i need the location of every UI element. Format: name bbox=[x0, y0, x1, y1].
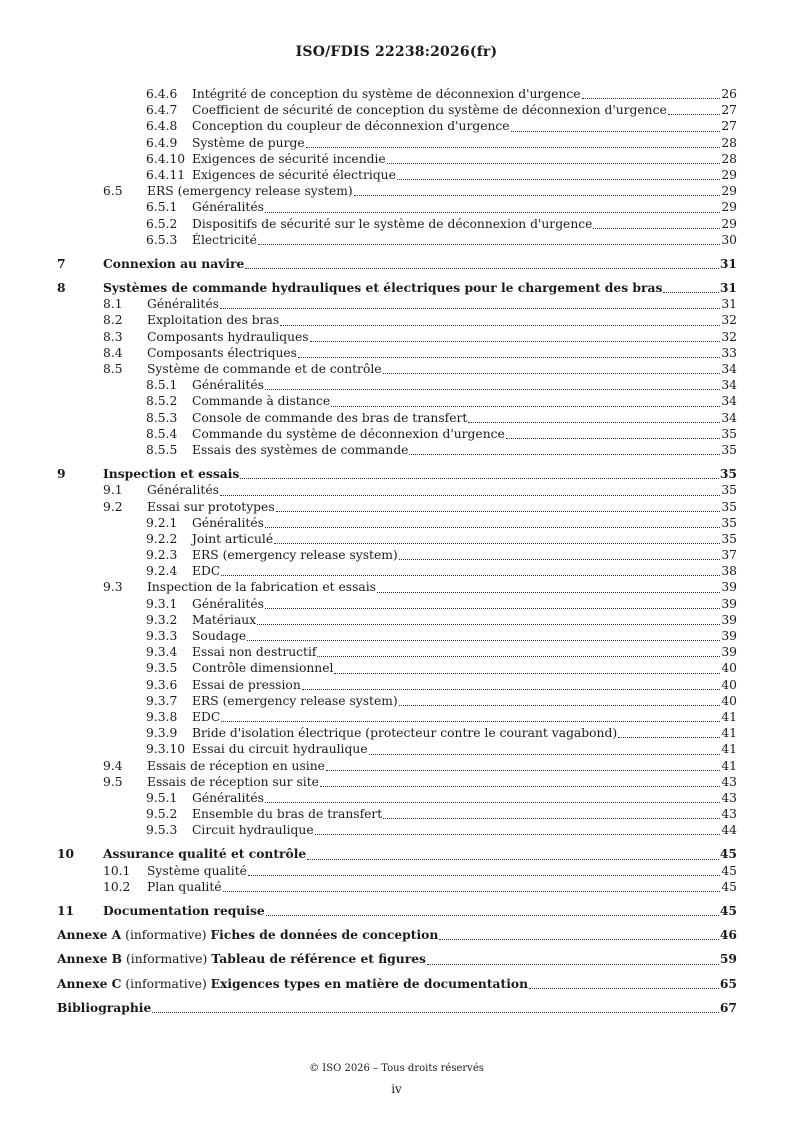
toc-section-title: Inspection et essais bbox=[103, 466, 240, 482]
toc-entry-6-4-7[interactable] bbox=[57, 102, 737, 118]
toc-leader-dots bbox=[506, 438, 721, 439]
toc-page-number: 46 bbox=[719, 927, 737, 943]
toc-section-number: 8.5.3 bbox=[146, 410, 178, 425]
toc-entry-8-5-4[interactable] bbox=[57, 426, 737, 442]
toc-section-title: Système de commande et de contrôle bbox=[147, 362, 382, 376]
toc-page-number: 29 bbox=[721, 200, 737, 215]
toc-entry-6-5-2[interactable] bbox=[57, 216, 737, 232]
toc-leader-dots bbox=[529, 988, 719, 989]
toc-leader-dots bbox=[618, 737, 720, 738]
toc-annex-entry[interactable] bbox=[57, 1000, 737, 1016]
toc-section-title: ERS (emergency release system) bbox=[192, 693, 398, 708]
toc-leader-dots bbox=[245, 268, 719, 269]
toc-entry-6-4-8[interactable] bbox=[57, 118, 737, 134]
toc-page-number: 40 bbox=[721, 693, 737, 708]
toc-entry-9-3-9[interactable] bbox=[57, 725, 737, 741]
toc-entry-8-5[interactable] bbox=[57, 361, 737, 377]
toc-entry-9-1[interactable] bbox=[57, 482, 737, 498]
toc-leader-dots bbox=[317, 656, 720, 657]
toc-section-number: 6.5.1 bbox=[146, 200, 178, 215]
toc-entry-8[interactable] bbox=[57, 280, 737, 296]
toc-entry-9-3-6[interactable] bbox=[57, 677, 737, 693]
toc-page-number: 38 bbox=[721, 564, 737, 579]
toc-annex-title: Tableau de référence et figures bbox=[211, 951, 426, 967]
toc-annex-entry[interactable] bbox=[57, 951, 737, 967]
toc-page-number: 31 bbox=[719, 255, 737, 271]
toc-section-number: 9.5 bbox=[103, 774, 123, 789]
toc-page-number: 41 bbox=[721, 742, 737, 757]
toc-page-number: 39 bbox=[721, 580, 737, 595]
toc-entry-9-3-5[interactable] bbox=[57, 660, 737, 676]
toc-section-title: Généralités bbox=[192, 200, 264, 215]
toc-section-title: EDC bbox=[192, 564, 221, 579]
toc-page-number: 41 bbox=[721, 758, 737, 773]
toc-entry-8-1[interactable] bbox=[57, 296, 737, 312]
toc-section-title: Généralités bbox=[192, 596, 264, 611]
toc-page-number: 35 bbox=[721, 483, 737, 498]
toc-annex-info: (informative) bbox=[121, 976, 211, 991]
toc-section-title: Commande du système de déconnexion d'urgence bbox=[192, 426, 505, 441]
toc-leader-dots bbox=[387, 163, 721, 164]
toc-page-number: 26 bbox=[721, 87, 737, 101]
toc-leader-dots bbox=[248, 875, 720, 876]
toc-section-title: Dispositifs de sécurité sur le système de déconnexion d'urgence bbox=[192, 216, 593, 231]
toc-section-title: ERS (emergency release system) bbox=[192, 548, 398, 563]
toc-leader-dots bbox=[593, 228, 720, 229]
toc-leader-dots bbox=[409, 454, 720, 455]
toc-section-number: 9.2.3 bbox=[146, 548, 178, 563]
toc-page-number: 29 bbox=[721, 167, 737, 182]
toc-page-number: 35 bbox=[721, 531, 737, 546]
toc-entry-9-2-1[interactable] bbox=[57, 515, 737, 531]
toc-page-number: 33 bbox=[721, 345, 737, 360]
toc-entry-6-4-6[interactable] bbox=[57, 86, 737, 102]
toc-section-title: Connexion au navire bbox=[103, 255, 245, 271]
toc-section-number: 9.3.3 bbox=[146, 629, 178, 643]
toc-annex-title: Fiches de données de conception bbox=[210, 927, 439, 943]
toc-section-title: Essai sur prototypes bbox=[147, 499, 275, 514]
toc-page-number: 45 bbox=[719, 903, 737, 918]
toc-section-title: Composants hydrauliques bbox=[147, 329, 309, 344]
toc-section-number: 8.1 bbox=[103, 297, 123, 312]
toc-page-number: 34 bbox=[721, 362, 737, 376]
toc-section-title: Généralités bbox=[192, 790, 264, 805]
toc-page-number: 41 bbox=[721, 709, 737, 724]
toc-page-number: 39 bbox=[721, 596, 737, 611]
toc-section-title: Exigences de sécurité électrique bbox=[192, 167, 396, 182]
toc-leader-dots bbox=[383, 818, 720, 819]
toc-section-title: Essai de pression bbox=[192, 677, 301, 692]
toc-section-number: 9.2.2 bbox=[146, 531, 178, 546]
toc-entry-9-5-3[interactable] bbox=[57, 822, 737, 838]
toc-entry-9-3-7[interactable] bbox=[57, 693, 737, 709]
toc-section-number: 9.3.10 bbox=[146, 742, 186, 757]
toc-page-number: 30 bbox=[721, 232, 737, 247]
toc-section-number: 8.5.2 bbox=[146, 394, 178, 409]
toc-section-number: 8 bbox=[57, 280, 66, 296]
toc-page-number: 65 bbox=[719, 975, 737, 991]
toc-page-number: 67 bbox=[719, 999, 737, 1015]
toc-entry-9-3-10[interactable] bbox=[57, 741, 737, 757]
toc-section-title: Système qualité bbox=[147, 863, 247, 878]
toc-section-title: Inspection de la fabrication et essais bbox=[147, 580, 376, 595]
toc-leader-dots bbox=[257, 624, 720, 625]
toc-leader-dots bbox=[274, 543, 720, 544]
toc-section-number: 9.2.4 bbox=[146, 564, 178, 579]
toc-section-number: 6.4.10 bbox=[146, 151, 186, 166]
toc-section-title: Systèmes de commande hydrauliques et électriques pour le chargement des bras bbox=[103, 280, 663, 296]
toc-section-title: Bride d'isolation électrique (protecteur contre le courant vagabond) bbox=[192, 726, 618, 741]
toc-section-number: 9.3 bbox=[103, 580, 123, 595]
toc-leader-dots bbox=[220, 308, 720, 309]
toc-leader-dots bbox=[298, 357, 720, 358]
toc-page-number: 32 bbox=[721, 329, 737, 344]
toc-page-number: 31 bbox=[719, 280, 737, 296]
toc-annex-title: Exigences types en matière de documentation bbox=[210, 975, 529, 991]
toc-section-number: 11 bbox=[57, 903, 75, 918]
toc-leader-dots bbox=[265, 212, 720, 213]
toc-entry-8-4[interactable] bbox=[57, 345, 737, 361]
toc-leader-dots bbox=[663, 292, 718, 293]
toc-section-number: 6.4.11 bbox=[146, 167, 186, 182]
toc-leader-dots bbox=[247, 640, 720, 641]
toc-leader-dots bbox=[582, 98, 721, 99]
toc-entry-6-5[interactable] bbox=[57, 183, 737, 199]
toc-leader-dots bbox=[511, 131, 721, 132]
toc-section-number: 9.3.6 bbox=[146, 677, 178, 692]
toc-section-title: Système de purge bbox=[192, 135, 305, 150]
toc-section-number: 9.3.7 bbox=[146, 693, 178, 708]
toc-page-number: 40 bbox=[721, 677, 737, 692]
toc-entry-8-3[interactable] bbox=[57, 329, 737, 345]
toc-section-number: 9.4 bbox=[103, 758, 123, 773]
toc-section-number: 9.2.1 bbox=[146, 515, 178, 530]
toc-section-number: 6.4.7 bbox=[146, 103, 178, 118]
toc-section-number: 9.3.9 bbox=[146, 726, 178, 741]
toc-entry-9-3-8[interactable] bbox=[57, 709, 737, 725]
toc-section-title: Électricité bbox=[192, 232, 257, 247]
toc-page-number: 59 bbox=[719, 951, 737, 967]
toc-page-number: 43 bbox=[721, 807, 737, 822]
toc-entry-9-2-3[interactable] bbox=[57, 547, 737, 563]
toc-entry-8-5-2[interactable] bbox=[57, 393, 737, 409]
toc-leader-dots bbox=[397, 179, 720, 180]
toc-page-number: 35 bbox=[721, 426, 737, 441]
toc-section-title: Circuit hydraulique bbox=[192, 823, 314, 838]
toc-entry-6-4-9[interactable] bbox=[57, 135, 737, 151]
toc-leader-dots bbox=[220, 495, 720, 496]
toc-section-number: 10.2 bbox=[103, 879, 131, 894]
toc-entry-8-5-3[interactable] bbox=[57, 410, 737, 426]
toc-section-title: Plan qualité bbox=[147, 879, 222, 894]
toc-annex-entry[interactable] bbox=[57, 927, 737, 943]
toc-entry-9[interactable] bbox=[57, 466, 737, 482]
toc-section-title: Essai non destructif bbox=[192, 645, 317, 660]
toc-entry-8-5-5[interactable] bbox=[57, 442, 737, 458]
toc-entry-8-5-1[interactable] bbox=[57, 377, 737, 393]
toc-page-number: 45 bbox=[719, 846, 737, 862]
toc-leader-dots bbox=[331, 406, 720, 407]
toc-page-number: 34 bbox=[721, 410, 737, 425]
toc-section-number: 9.5.1 bbox=[146, 790, 178, 805]
table-of-contents bbox=[57, 86, 737, 1016]
toc-entry-9-3-1[interactable] bbox=[57, 596, 737, 612]
toc-section-title: Essai du circuit hydraulique bbox=[192, 742, 368, 757]
toc-page-number: 27 bbox=[721, 103, 737, 118]
toc-entry-6-4-11[interactable] bbox=[57, 167, 737, 183]
document-header: ISO/FDIS 22238:2026(fr) bbox=[295, 44, 498, 60]
toc-leader-dots bbox=[334, 673, 720, 674]
toc-section-title: Soudage bbox=[192, 629, 247, 643]
toc-annex-label: Annexe B bbox=[57, 951, 123, 967]
toc-leader-dots bbox=[439, 939, 719, 940]
toc-section-number: 9.5.3 bbox=[146, 823, 178, 838]
toc-leader-dots bbox=[427, 964, 719, 965]
toc-section-title: Généralités bbox=[192, 378, 264, 393]
toc-entry-11[interactable] bbox=[57, 903, 737, 919]
toc-section-number: 6.4.6 bbox=[146, 87, 178, 101]
toc-section-title: Généralités bbox=[192, 515, 264, 530]
toc-entry-9-2-2[interactable] bbox=[57, 531, 737, 547]
toc-entry-9-2[interactable] bbox=[57, 499, 737, 515]
toc-page-number: 45 bbox=[721, 879, 737, 894]
toc-page-number: 41 bbox=[721, 726, 737, 741]
toc-section-number: 8.4 bbox=[103, 345, 123, 360]
toc-annex-label: Bibliographie bbox=[57, 999, 152, 1015]
toc-entry-10-1[interactable] bbox=[57, 863, 737, 879]
toc-leader-dots bbox=[265, 608, 720, 609]
toc-entry-9-2-4[interactable] bbox=[57, 563, 737, 579]
toc-leader-dots bbox=[152, 1012, 719, 1013]
toc-entry-9-5-1[interactable] bbox=[57, 790, 737, 806]
page-number: iv bbox=[391, 1082, 402, 1096]
toc-page-number: 31 bbox=[721, 297, 737, 312]
toc-leader-dots bbox=[223, 891, 721, 892]
toc-annex-info: (informative) bbox=[121, 928, 211, 943]
toc-section-title: Matériaux bbox=[192, 612, 257, 627]
toc-annex-entry[interactable] bbox=[57, 976, 737, 992]
toc-section-title: Exigences de sécurité incendie bbox=[192, 151, 386, 166]
toc-page-number: 32 bbox=[721, 313, 737, 328]
toc-page-number: 35 bbox=[721, 515, 737, 530]
toc-leader-dots bbox=[307, 859, 719, 860]
toc-leader-dots bbox=[354, 195, 721, 196]
toc-section-title: Essais des systèmes de commande bbox=[192, 442, 409, 457]
toc-section-number: 8.5.4 bbox=[146, 426, 178, 441]
toc-section-number: 10.1 bbox=[103, 863, 131, 878]
toc-page-number: 39 bbox=[721, 629, 737, 643]
toc-section-number: 9.3.2 bbox=[146, 612, 178, 627]
toc-leader-dots bbox=[399, 705, 721, 706]
toc-annex-info: (informative) bbox=[122, 952, 212, 967]
toc-section-number: 8.5 bbox=[103, 362, 123, 376]
toc-leader-dots bbox=[306, 147, 721, 148]
toc-section-number: 9 bbox=[57, 466, 66, 482]
toc-entry-9-5-2[interactable] bbox=[57, 806, 737, 822]
toc-entry-9-5[interactable] bbox=[57, 774, 737, 790]
toc-annex-label: Annexe A bbox=[57, 927, 122, 943]
toc-leader-dots bbox=[266, 915, 719, 916]
toc-page-number: 35 bbox=[721, 442, 737, 457]
toc-entry-9-4[interactable] bbox=[57, 758, 737, 774]
toc-section-number: 9.3.1 bbox=[146, 596, 178, 611]
toc-section-title: Généralités bbox=[147, 483, 219, 498]
toc-page-number: 43 bbox=[721, 790, 737, 805]
toc-entry-6-5-1[interactable] bbox=[57, 199, 737, 215]
toc-leader-dots bbox=[240, 478, 719, 479]
toc-page-number: 28 bbox=[721, 135, 737, 150]
toc-page-number: 34 bbox=[721, 378, 737, 393]
toc-entry-9-3[interactable] bbox=[57, 579, 737, 595]
toc-section-number: 10 bbox=[57, 846, 75, 862]
toc-section-title: Composants électriques bbox=[147, 345, 297, 360]
toc-entry-6-5-3[interactable] bbox=[57, 232, 737, 248]
toc-page-number: 35 bbox=[721, 499, 737, 514]
toc-page-number: 45 bbox=[721, 863, 737, 878]
toc-section-title: Assurance qualité et contrôle bbox=[103, 846, 307, 862]
toc-section-number: 7 bbox=[57, 255, 66, 271]
toc-leader-dots bbox=[221, 575, 720, 576]
toc-leader-dots bbox=[369, 754, 721, 755]
toc-leader-dots bbox=[326, 770, 720, 771]
toc-page-number: 40 bbox=[721, 661, 737, 676]
toc-section-title: Essais de réception sur site bbox=[147, 774, 319, 789]
toc-section-title: Console de commande des bras de transfert bbox=[192, 410, 468, 425]
toc-leader-dots bbox=[258, 244, 720, 245]
toc-leader-dots bbox=[302, 689, 721, 690]
toc-section-number: 8.2 bbox=[103, 313, 123, 328]
toc-section-title: Essais de réception en usine bbox=[147, 758, 325, 773]
toc-section-title: Intégrité de conception du système de déconnexion d'urgence bbox=[192, 87, 581, 101]
toc-section-number: 9.1 bbox=[103, 483, 123, 498]
toc-section-title: Généralités bbox=[147, 297, 219, 312]
toc-page-number: 29 bbox=[721, 216, 737, 231]
toc-section-title: Coefficient de sécurité de conception du système de déconnexion d'urgence bbox=[192, 103, 667, 118]
toc-page-number: 39 bbox=[721, 612, 737, 627]
toc-leader-dots bbox=[276, 511, 721, 512]
toc-section-title: ERS (emergency release system) bbox=[147, 184, 353, 199]
toc-section-title: Contrôle dimensionnel bbox=[192, 661, 334, 676]
toc-section-number: 9.3.4 bbox=[146, 645, 178, 660]
toc-section-number: 9.5.2 bbox=[146, 807, 178, 822]
toc-section-title: Ensemble du bras de transfert bbox=[192, 807, 383, 822]
toc-leader-dots bbox=[265, 802, 720, 803]
toc-section-title: EDC bbox=[192, 709, 221, 724]
toc-leader-dots bbox=[265, 527, 720, 528]
toc-page-number: 43 bbox=[721, 774, 737, 789]
toc-section-number: 9.2 bbox=[103, 499, 123, 514]
toc-section-title: Documentation requise bbox=[103, 903, 265, 918]
toc-leader-dots bbox=[399, 559, 721, 560]
toc-leader-dots bbox=[265, 389, 720, 390]
toc-page-number: 29 bbox=[721, 184, 737, 199]
toc-entry-10[interactable] bbox=[57, 846, 737, 862]
toc-page-number: 39 bbox=[721, 645, 737, 660]
toc-leader-dots bbox=[315, 834, 721, 835]
toc-section-number: 6.4.8 bbox=[146, 119, 178, 134]
toc-section-number: 6.5.2 bbox=[146, 216, 178, 231]
toc-section-number: 6.5.3 bbox=[146, 232, 178, 247]
toc-section-number: 8.3 bbox=[103, 329, 123, 344]
toc-leader-dots bbox=[377, 592, 720, 593]
toc-section-number: 9.3.8 bbox=[146, 709, 178, 724]
toc-entry-7[interactable] bbox=[57, 256, 737, 272]
toc-entry-9-3-3[interactable] bbox=[57, 628, 737, 644]
toc-section-title: Conception du coupleur de déconnexion d'urgence bbox=[192, 119, 510, 134]
toc-leader-dots bbox=[320, 786, 720, 787]
toc-page-number: 34 bbox=[721, 394, 737, 409]
toc-section-number: 8.5.5 bbox=[146, 442, 178, 457]
toc-page-number: 44 bbox=[721, 823, 737, 838]
toc-section-title: Exploitation des bras bbox=[147, 313, 280, 328]
toc-entry-10-2[interactable] bbox=[57, 879, 737, 895]
copyright-footer: © ISO 2026 – Tous droits réservés bbox=[309, 1063, 484, 1074]
toc-section-title: Joint articulé bbox=[192, 531, 274, 546]
toc-leader-dots bbox=[468, 422, 720, 423]
toc-page-number: 35 bbox=[719, 466, 737, 482]
toc-page-number: 37 bbox=[721, 548, 737, 563]
toc-entry-6-4-10[interactable] bbox=[57, 151, 737, 167]
toc-page-number: 27 bbox=[721, 119, 737, 134]
toc-page-number: 28 bbox=[721, 151, 737, 166]
toc-annex-label: Annexe C bbox=[57, 975, 122, 991]
toc-section-number: 8.5.1 bbox=[146, 378, 178, 393]
toc-section-number: 6.5 bbox=[103, 184, 123, 199]
toc-section-title: Commande à distance bbox=[192, 394, 331, 409]
toc-section-number: 6.4.9 bbox=[146, 135, 178, 150]
toc-entry-9-3-2[interactable] bbox=[57, 612, 737, 628]
toc-leader-dots bbox=[383, 373, 721, 374]
toc-section-number: 9.3.5 bbox=[146, 661, 178, 676]
toc-entry-9-3-4[interactable] bbox=[57, 644, 737, 660]
toc-leader-dots bbox=[310, 341, 721, 342]
toc-leader-dots bbox=[280, 325, 720, 326]
toc-leader-dots bbox=[221, 721, 720, 722]
toc-leader-dots bbox=[668, 114, 721, 115]
toc-entry-8-2[interactable] bbox=[57, 312, 737, 328]
